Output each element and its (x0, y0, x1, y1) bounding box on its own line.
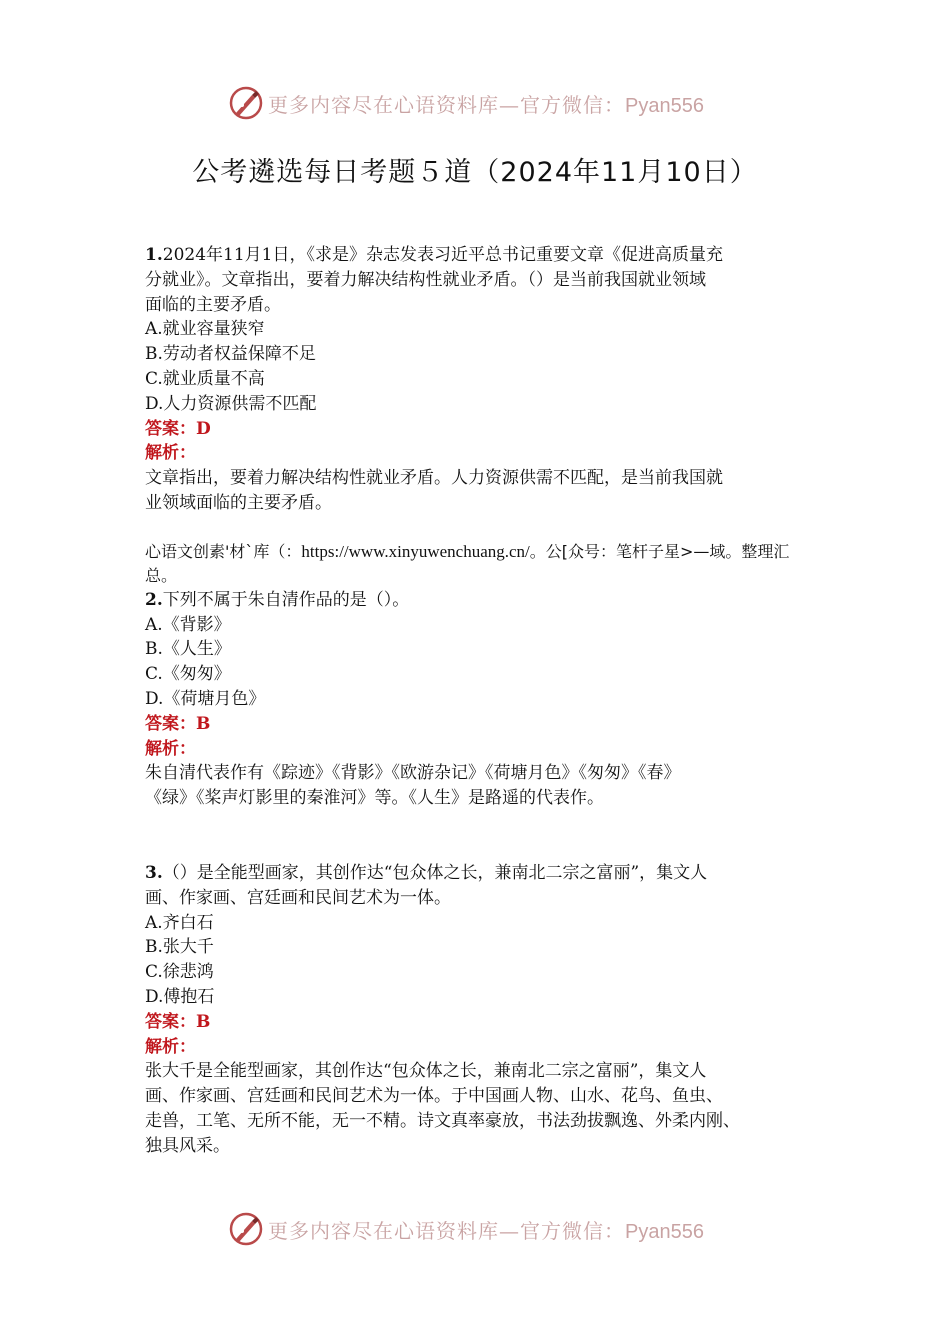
answer: 答案：B (145, 713, 211, 734)
question-stem: 分就业》。文章指出，要着力解决结构性就业矛盾。（）是当前我国就业领域 (145, 269, 706, 290)
option-c: C.《匆匆》 (145, 664, 231, 685)
analysis-text: 张大千是全能型画家，其创作达“包众体之长，兼南北二宗之富丽”，集文人 (145, 1061, 707, 1082)
document-body (145, 243, 815, 1159)
pen-logo-icon (228, 85, 264, 121)
option-b: B.《人生》 (145, 639, 231, 660)
option-b: B.张大千 (145, 937, 214, 958)
banner-text: 更多内容尽在心语资料库—官方微信：Pyan556 (268, 92, 704, 117)
option-d: D.人力资源供需不匹配 (145, 393, 317, 414)
pen-logo-icon (228, 1211, 264, 1247)
banner-text: 更多内容尽在心语资料库—官方微信：Pyan556 (268, 1218, 704, 1243)
option-d: D.傅抱石 (145, 986, 215, 1007)
question-1 (145, 243, 815, 516)
analysis-text: 走兽，工笔、无所不能，无一不精。诗文真率豪放，书法劲拔飘逸、外柔内刚、 (145, 1110, 740, 1131)
answer: 答案：B (145, 1011, 211, 1032)
analysis-text: 画、作家画、宫廷画和民间艺术为一体。于中国画人物、山水、花鸟、鱼虫、 (145, 1086, 723, 1107)
option-c: C.徐悲鸿 (145, 962, 214, 983)
analysis-label: 解析： (145, 1036, 196, 1057)
option-a: A.就业容量狭窄 (145, 319, 265, 340)
option-a: A.《背影》 (145, 614, 231, 635)
question-stem: 画、作家画、宫廷画和民间艺术为一体。 (145, 887, 451, 908)
option-d: D.《荷塘月色》 (145, 688, 266, 709)
analysis-label: 解析： (145, 443, 196, 464)
header-banner (228, 83, 704, 123)
answer: 答案：D (145, 418, 211, 439)
option-c: C.就业质量不高 (145, 368, 265, 389)
source-note: 心语文创素'材`库（：https://www.xinyuwenchuang.cn/。公[众号：笔杆子星>—域。整理汇总。 (145, 541, 790, 585)
footer-banner (228, 1209, 704, 1249)
option-a: A.齐白石 (145, 912, 214, 933)
analysis-text: 独具风采。 (145, 1135, 230, 1156)
option-b: B.劳动者权益保障不足 (145, 344, 316, 365)
question-stem: 3.（）是全能型画家，其创作达“包众体之长，兼南北二宗之富丽”，集文人 (145, 862, 708, 883)
question-stem: 面临的主要矛盾。 (145, 294, 281, 315)
question-2 (145, 588, 815, 811)
banner-wechat: Pyan556 (625, 94, 704, 117)
analysis-label: 解析： (145, 738, 196, 759)
question-stem: 1.2024年11月1日，《求是》杂志发表习近平总书记重要文章《促进高质量充 (145, 245, 723, 265)
source-url[interactable]: https://www.xinyuwenchuang.cn/ (301, 541, 530, 561)
analysis-text: 《绿》《桨声灯影里的秦淮河》等。《人生》是路遥的代表作。 (145, 788, 604, 809)
analysis-text: 文章指出，要着力解决结构性就业矛盾。人力资源供需不匹配，是当前我国就 (145, 468, 723, 489)
question-3 (145, 861, 815, 1159)
analysis-text: 朱自清代表作有《踪迹》《背影》《欧游杂记》《荷塘月色》《匆匆》《春》 (145, 763, 681, 784)
question-stem: 2.下列不属于朱自清作品的是（）。 (145, 589, 410, 610)
analysis-text: 业领域面临的主要矛盾。 (145, 492, 332, 513)
page-title: 公考遴选每日考题５道（2024年11月10日） (192, 157, 758, 188)
banner-wechat: Pyan556 (625, 1220, 704, 1243)
